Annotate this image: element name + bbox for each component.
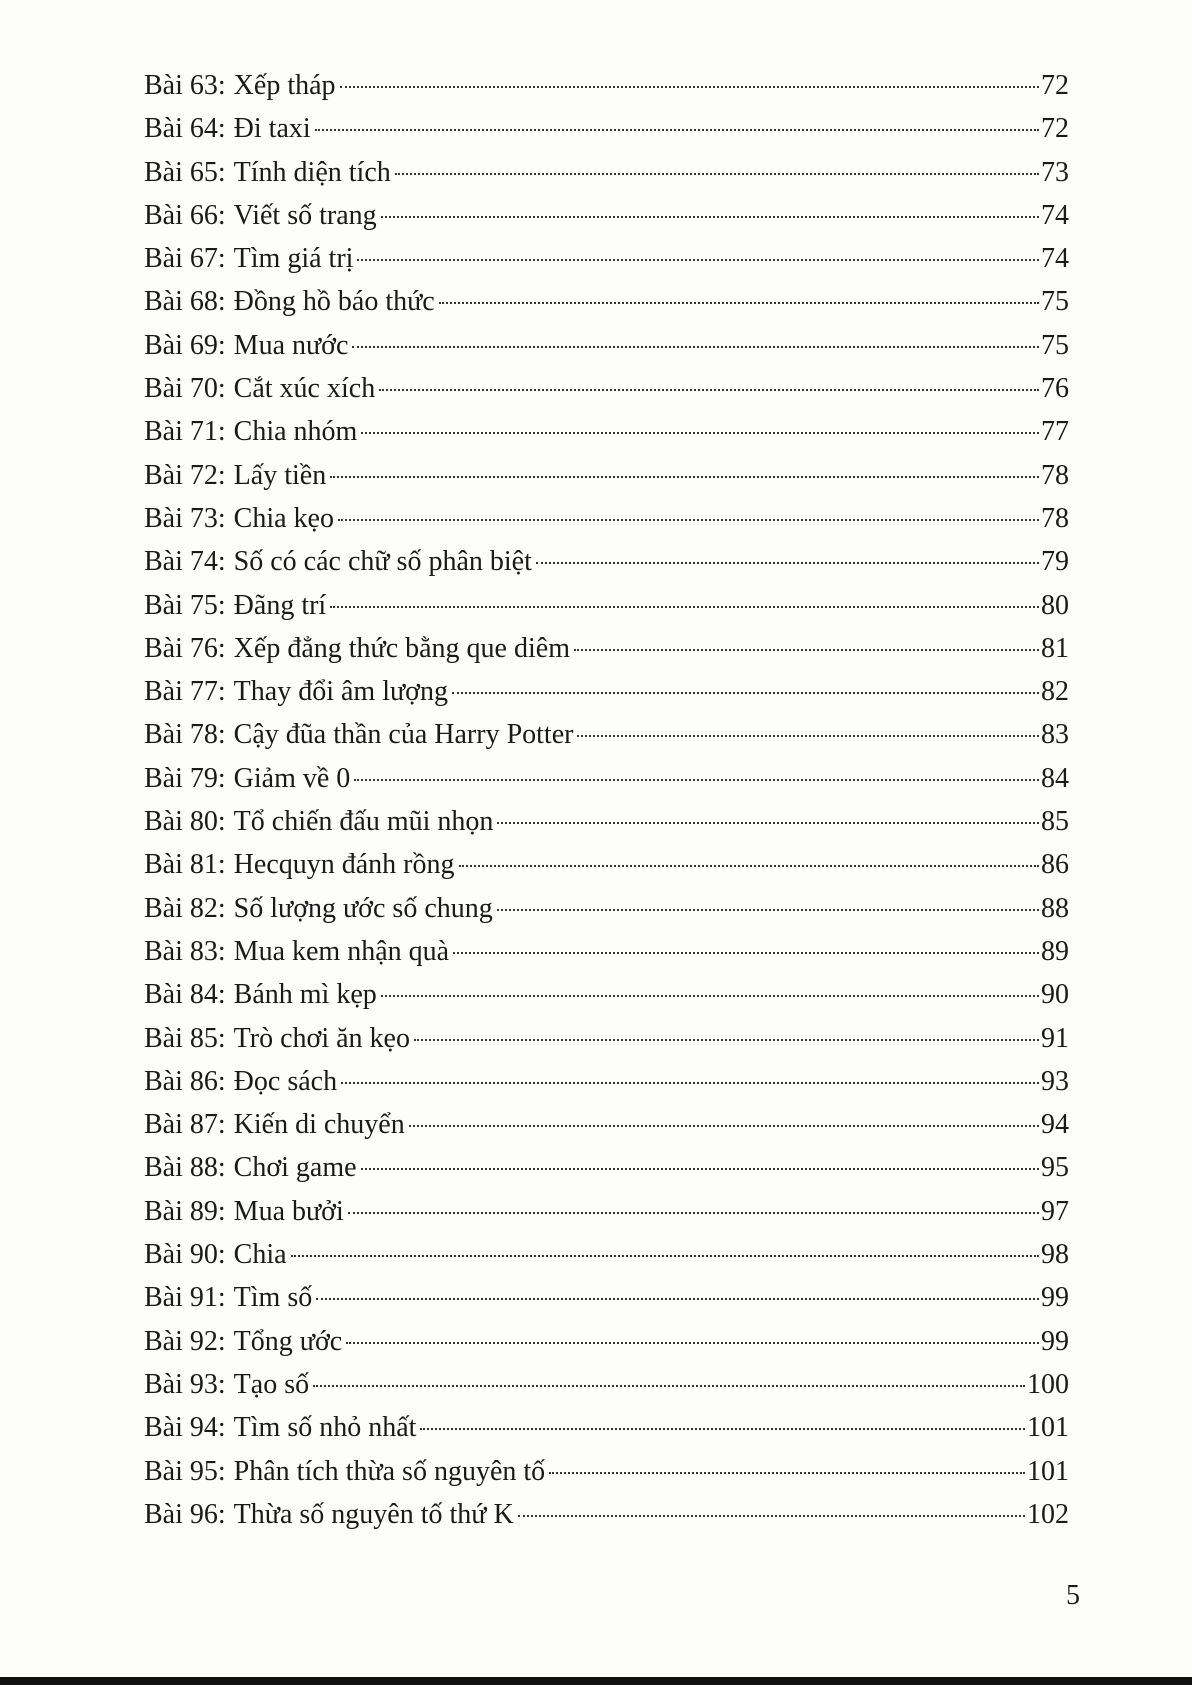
toc-entry bbox=[144, 1406, 1069, 1449]
dot-leader bbox=[439, 302, 1039, 304]
dot-leader bbox=[409, 1125, 1039, 1127]
toc-entry-label bbox=[144, 1406, 416, 1449]
toc-entry-number: Bài 64: bbox=[144, 113, 226, 145]
toc-entry-label bbox=[144, 1493, 514, 1536]
toc-entry-page: 99 bbox=[1041, 1325, 1069, 1357]
dot-leader bbox=[414, 1039, 1039, 1041]
toc-entry-title: Thừa số nguyên tố thứ K bbox=[233, 1498, 514, 1530]
toc-entry bbox=[144, 194, 1069, 237]
toc-entry-number: Bài 66: bbox=[144, 199, 226, 231]
toc-entry-label bbox=[144, 670, 448, 713]
toc-entry-label bbox=[144, 454, 326, 497]
dot-leader bbox=[352, 346, 1039, 348]
toc-entry-page: 97 bbox=[1041, 1195, 1069, 1227]
dot-leader bbox=[453, 952, 1039, 954]
dot-leader bbox=[348, 1212, 1039, 1214]
toc-entry-label bbox=[144, 1276, 312, 1319]
toc-entry-title: Đọc sách bbox=[233, 1065, 338, 1097]
toc-entry-number: Bài 79: bbox=[144, 762, 226, 794]
toc-entry-label bbox=[144, 1320, 342, 1363]
toc-entry-number: Bài 91: bbox=[144, 1282, 226, 1314]
dot-leader bbox=[549, 1472, 1025, 1474]
toc-entry-page: 98 bbox=[1041, 1239, 1069, 1271]
toc-entry-title: Thay đổi âm lượng bbox=[233, 676, 448, 708]
toc-entry-title: Mua nước bbox=[233, 329, 349, 361]
toc-entry-label bbox=[144, 237, 353, 280]
toc-entry-title: Tìm số bbox=[233, 1282, 313, 1314]
dot-leader bbox=[497, 909, 1039, 911]
toc-entry bbox=[144, 1060, 1069, 1103]
dot-leader bbox=[315, 129, 1039, 131]
toc-entry-number: Bài 96: bbox=[144, 1498, 226, 1530]
toc-entry-label bbox=[144, 1190, 344, 1233]
toc-entry-label bbox=[144, 280, 435, 323]
toc-entry-label bbox=[144, 1017, 410, 1060]
toc-entry-title: Tìm số nhỏ nhất bbox=[233, 1412, 417, 1444]
toc-entry-page: 83 bbox=[1041, 719, 1069, 751]
toc-entry-page: 95 bbox=[1041, 1152, 1069, 1184]
toc-entry-page: 72 bbox=[1041, 113, 1069, 145]
toc-entry-title: Viết số trang bbox=[233, 199, 377, 231]
toc-entry-title: Tạo số bbox=[233, 1368, 310, 1400]
toc-entry-number: Bài 76: bbox=[144, 632, 226, 664]
toc-entry-title: Mua kem nhận quà bbox=[233, 935, 450, 967]
toc-entry-number: Bài 78: bbox=[144, 719, 226, 751]
dot-leader bbox=[497, 822, 1039, 824]
toc-entry-page: 88 bbox=[1041, 892, 1069, 924]
toc-entry-title: Đãng trí bbox=[233, 589, 327, 621]
toc-entry bbox=[144, 584, 1069, 627]
toc-entry-title: Chia bbox=[233, 1239, 287, 1271]
toc-entry-page: 101 bbox=[1027, 1412, 1069, 1444]
toc-entry bbox=[144, 1363, 1069, 1406]
toc-entry-page: 82 bbox=[1041, 676, 1069, 708]
page-number: 5 bbox=[1066, 1580, 1080, 1611]
toc-entry-number: Bài 94: bbox=[144, 1412, 226, 1444]
toc-entry-number: Bài 83: bbox=[144, 935, 226, 967]
toc-entry-page: 80 bbox=[1041, 589, 1069, 621]
toc-entry-page: 101 bbox=[1027, 1455, 1069, 1487]
dot-leader bbox=[395, 173, 1039, 175]
toc-entry-page: 75 bbox=[1041, 286, 1069, 318]
toc-entry bbox=[144, 1146, 1069, 1189]
dot-leader bbox=[536, 562, 1039, 564]
toc-entry bbox=[144, 843, 1069, 886]
toc-entry-page: 93 bbox=[1041, 1065, 1069, 1097]
toc-entry-title: Chia nhóm bbox=[233, 416, 358, 448]
toc-entry-number: Bài 67: bbox=[144, 243, 226, 275]
dot-leader bbox=[574, 649, 1039, 651]
toc-entry-title: Tổ chiến đấu mũi nhọn bbox=[233, 806, 494, 838]
dot-leader bbox=[357, 259, 1039, 261]
toc-entry-number: Bài 80: bbox=[144, 806, 226, 838]
toc-entry bbox=[144, 64, 1069, 107]
toc-entry bbox=[144, 670, 1069, 713]
toc-entry-page: 78 bbox=[1041, 502, 1069, 534]
toc-entry-title: Xếp đẳng thức bằng que diêm bbox=[233, 632, 570, 664]
toc-entry-title: Xếp tháp bbox=[233, 70, 336, 101]
dot-leader bbox=[361, 432, 1039, 434]
toc-entry bbox=[144, 497, 1069, 540]
toc-entry-title: Hecquyn đánh rồng bbox=[233, 849, 455, 881]
toc-entry-label bbox=[144, 540, 532, 583]
toc-entry-title: Đồng hồ báo thức bbox=[233, 286, 435, 318]
toc-entry-number: Bài 93: bbox=[144, 1368, 226, 1400]
toc-entry-label bbox=[144, 713, 573, 756]
dot-leader bbox=[330, 476, 1039, 478]
toc-entry bbox=[144, 713, 1069, 756]
toc-entry-title: Tìm giá trị bbox=[233, 243, 354, 275]
toc-entry bbox=[144, 107, 1069, 150]
toc-entry-label bbox=[144, 627, 570, 670]
toc-entry-number: Bài 92: bbox=[144, 1325, 226, 1357]
toc-entry-title: Trò chơi ăn kẹo bbox=[233, 1022, 410, 1054]
dot-leader bbox=[313, 1385, 1025, 1387]
toc-entry bbox=[144, 367, 1069, 410]
dot-leader bbox=[379, 389, 1039, 391]
dot-leader bbox=[341, 1082, 1039, 1084]
toc-entry-label bbox=[144, 800, 493, 843]
toc-entry bbox=[144, 1276, 1069, 1319]
toc-entry-page: 84 bbox=[1041, 762, 1069, 794]
toc-entry-number: Bài 73: bbox=[144, 502, 226, 534]
toc-entry-number: Bài 75: bbox=[144, 589, 226, 621]
dot-leader bbox=[354, 779, 1039, 781]
toc-entry-label bbox=[144, 1363, 309, 1406]
toc-entry bbox=[144, 151, 1069, 194]
toc-entry-page: 74 bbox=[1041, 199, 1069, 231]
toc-entry bbox=[144, 627, 1069, 670]
toc-entry bbox=[144, 454, 1069, 497]
scan-edge-bar bbox=[0, 1677, 1192, 1685]
toc-entry-label bbox=[144, 1060, 337, 1103]
dot-leader bbox=[459, 865, 1040, 867]
toc-entry-label bbox=[144, 107, 311, 150]
dot-leader bbox=[452, 692, 1039, 694]
toc-entry-number: Bài 68: bbox=[144, 286, 226, 318]
toc-entry-title: Tổng ước bbox=[233, 1325, 343, 1357]
toc-entry bbox=[144, 1017, 1069, 1060]
toc-entry bbox=[144, 1103, 1069, 1146]
toc-entry-label bbox=[144, 757, 350, 800]
toc-entry-title: Số có các chữ số phân biệt bbox=[233, 546, 532, 578]
toc-entry-label bbox=[144, 324, 348, 367]
toc-entry bbox=[144, 410, 1069, 453]
toc-entry bbox=[144, 1190, 1069, 1233]
toc-entry-page: 72 bbox=[1041, 70, 1069, 101]
table-of-contents bbox=[144, 64, 1069, 1536]
toc-entry-page: 86 bbox=[1041, 849, 1069, 881]
toc-entry-label bbox=[144, 1233, 287, 1276]
toc-entry-number: Bài 90: bbox=[144, 1239, 226, 1271]
toc-entry-title: Kiến di chuyển bbox=[233, 1109, 405, 1141]
toc-entry-number: Bài 86: bbox=[144, 1065, 226, 1097]
toc-entry-label bbox=[144, 887, 493, 930]
toc-entry bbox=[144, 1233, 1069, 1276]
toc-entry-label bbox=[144, 930, 449, 973]
toc-entry-label bbox=[144, 1450, 545, 1493]
toc-entry-page: 91 bbox=[1041, 1022, 1069, 1054]
toc-entry bbox=[144, 1493, 1069, 1536]
dot-leader bbox=[330, 606, 1039, 608]
toc-entry-number: Bài 71: bbox=[144, 416, 226, 448]
toc-entry-number: Bài 88: bbox=[144, 1152, 226, 1184]
toc-entry-page: 90 bbox=[1041, 979, 1069, 1011]
toc-entry-title: Phân tích thừa số nguyên tố bbox=[233, 1455, 546, 1487]
toc-entry-title: Lấy tiền bbox=[233, 459, 327, 491]
toc-entry bbox=[144, 237, 1069, 280]
toc-entry bbox=[144, 540, 1069, 583]
dot-leader bbox=[346, 1342, 1039, 1344]
toc-entry-title: Chơi game bbox=[233, 1152, 357, 1184]
toc-entry-page: 77 bbox=[1041, 416, 1069, 448]
toc-entry bbox=[144, 757, 1069, 800]
toc-entry bbox=[144, 800, 1069, 843]
dot-leader bbox=[338, 519, 1039, 521]
toc-entry-number: Bài 63: bbox=[144, 70, 226, 101]
toc-entry-number: Bài 89: bbox=[144, 1195, 226, 1227]
toc-entry-page: 100 bbox=[1027, 1368, 1069, 1400]
toc-entry-page: 79 bbox=[1041, 546, 1069, 578]
toc-entry-title: Đi taxi bbox=[233, 113, 311, 145]
toc-entry-label bbox=[144, 367, 375, 410]
dot-leader bbox=[381, 216, 1039, 218]
toc-entry-page: 81 bbox=[1041, 632, 1069, 664]
toc-entry-page: 78 bbox=[1041, 459, 1069, 491]
toc-entry-number: Bài 65: bbox=[144, 156, 226, 188]
toc-entry-number: Bài 72: bbox=[144, 459, 226, 491]
toc-entry-page: 76 bbox=[1041, 373, 1069, 405]
dot-leader bbox=[291, 1255, 1039, 1257]
dot-leader bbox=[316, 1298, 1039, 1300]
toc-entry bbox=[144, 280, 1069, 323]
toc-entry bbox=[144, 324, 1069, 367]
toc-entry-page: 94 bbox=[1041, 1109, 1069, 1141]
toc-entry bbox=[144, 973, 1069, 1016]
toc-entry-number: Bài 87: bbox=[144, 1109, 226, 1141]
toc-entry-page: 89 bbox=[1041, 935, 1069, 967]
toc-entry-title: Mua bưởi bbox=[233, 1195, 344, 1227]
toc-entry-title: Số lượng ước số chung bbox=[233, 892, 493, 924]
toc-entry-label bbox=[144, 843, 455, 886]
toc-entry-number: Bài 81: bbox=[144, 849, 226, 881]
toc-entry-label bbox=[144, 410, 357, 453]
toc-entry-number: Bài 84: bbox=[144, 979, 226, 1011]
toc-entry-page: 74 bbox=[1041, 243, 1069, 275]
toc-entry-label bbox=[144, 497, 334, 540]
dot-leader bbox=[420, 1428, 1025, 1430]
dot-leader bbox=[518, 1515, 1025, 1517]
toc-entry-page: 73 bbox=[1041, 156, 1069, 188]
dot-leader bbox=[361, 1168, 1039, 1170]
toc-entry-page: 99 bbox=[1041, 1282, 1069, 1314]
toc-entry-title: Bánh mì kẹp bbox=[233, 979, 377, 1011]
toc-entry-number: Bài 77: bbox=[144, 676, 226, 708]
toc-entry-label bbox=[144, 1146, 357, 1189]
toc-entry-title: Giảm về 0 bbox=[233, 762, 351, 794]
toc-entry-label bbox=[144, 151, 391, 194]
toc-entry bbox=[144, 930, 1069, 973]
toc-entry-title: Tính diện tích bbox=[233, 156, 391, 188]
toc-entry-title: Chia kẹo bbox=[233, 502, 334, 534]
dot-leader bbox=[577, 735, 1039, 737]
toc-entry-page: 102 bbox=[1027, 1498, 1069, 1530]
toc-entry-number: Bài 82: bbox=[144, 892, 226, 924]
toc-entry-number: Bài 85: bbox=[144, 1022, 226, 1054]
toc-entry-page: 85 bbox=[1041, 806, 1069, 838]
toc-entry-label bbox=[144, 194, 377, 237]
toc-entry-label bbox=[144, 1103, 405, 1146]
dot-leader bbox=[340, 86, 1039, 88]
toc-entry bbox=[144, 1320, 1069, 1363]
toc-entry-label bbox=[144, 64, 336, 107]
toc-entry-number: Bài 69: bbox=[144, 329, 226, 361]
toc-entry-page: 75 bbox=[1041, 329, 1069, 361]
toc-entry-number: Bài 74: bbox=[144, 546, 226, 578]
toc-entry-number: Bài 70: bbox=[144, 373, 226, 405]
toc-entry bbox=[144, 887, 1069, 930]
toc-entry-title: Cắt xúc xích bbox=[233, 373, 376, 405]
dot-leader bbox=[381, 995, 1039, 997]
toc-entry-label bbox=[144, 584, 326, 627]
toc-entry-number: Bài 95: bbox=[144, 1455, 226, 1487]
toc-entry-title: Cậy đũa thần của Harry Potter bbox=[233, 719, 574, 751]
toc-entry bbox=[144, 1450, 1069, 1493]
toc-entry-label bbox=[144, 973, 377, 1016]
